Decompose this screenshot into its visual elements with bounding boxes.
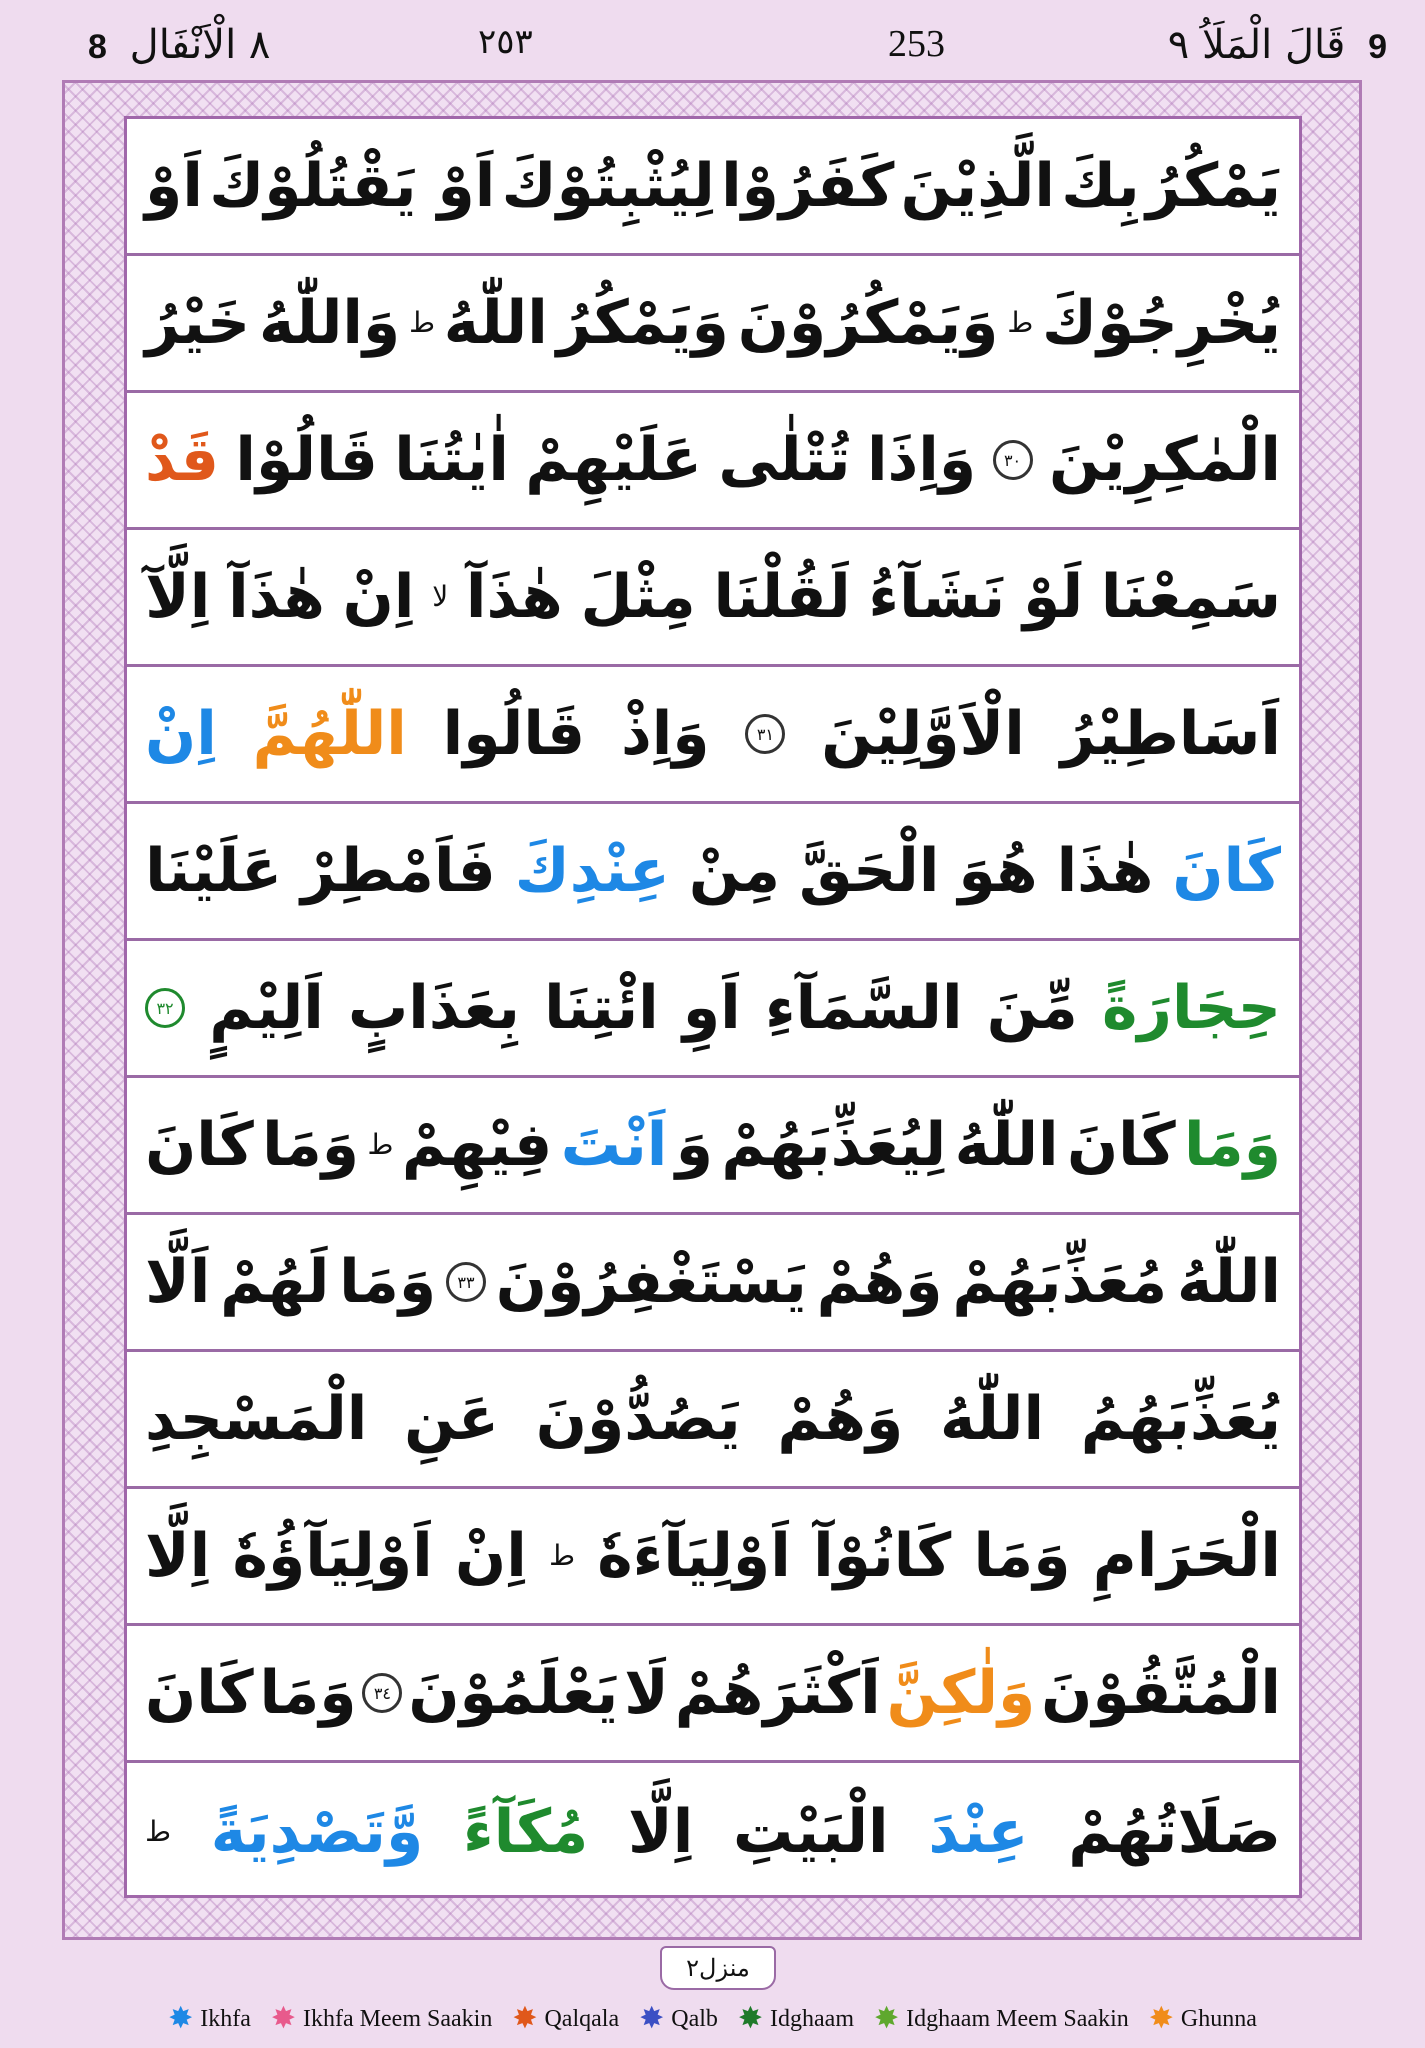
tajweed-legend — [0, 1996, 1425, 2042]
verse-word: يُعَذِّبَهُمُ — [1080, 1384, 1281, 1454]
juz-name: قَالَ الْمَلَاُ — [1201, 22, 1346, 68]
verse-word: اَوْ — [145, 151, 203, 221]
verse-word: كَانُوْآ — [813, 1521, 952, 1591]
verse-word: اَنْتَ — [560, 1110, 668, 1180]
verse-word: اِلَّا — [145, 1521, 211, 1591]
legend-label: Ghunna — [1180, 2005, 1257, 2032]
verse-word: يَمْكُرُ — [1146, 151, 1281, 221]
surah-number: 8 — [88, 28, 107, 66]
verse-word: الْحَرَامِ — [1092, 1521, 1281, 1591]
waqf-mark: ط — [1007, 306, 1034, 339]
verse-word: اٰيٰتُنَا — [394, 425, 509, 495]
verse-word: لِيُثْبِتُوْكَ — [501, 151, 715, 221]
verse-word: اِنْ — [454, 1521, 527, 1591]
ayah-number-marker: ٣٤ — [362, 1673, 402, 1713]
verse-word: عِنْدَ — [928, 1796, 1029, 1867]
verse-word: هُوَ — [958, 836, 1038, 906]
verse-word: اِنْ — [342, 562, 415, 632]
star-icon: ✸ — [737, 2002, 764, 2035]
legend-item — [738, 2004, 854, 2034]
verse-word: الْمَسْجِدِ — [145, 1384, 368, 1454]
verse-word: لَا — [624, 1658, 669, 1728]
verse-word: كَانَ — [145, 1110, 254, 1180]
verse-word: خَيْرُ — [145, 288, 251, 358]
legend-label: Qalqala — [544, 2005, 620, 2032]
verse-word: يَعْلَمُوْنَ — [408, 1658, 619, 1728]
juz-header — [1168, 22, 1397, 82]
verse-word: بِكَ — [1061, 151, 1140, 221]
verse-word: ائْتِنَا — [544, 973, 659, 1043]
verse-word: هٰذَا — [1056, 836, 1154, 906]
legend-label: Idghaam Meem Saakin — [906, 2005, 1129, 2032]
verse-word: كَانَ — [1172, 836, 1281, 906]
verse-word: اَوِ — [682, 973, 741, 1043]
verse-word: مِثْلَ — [580, 562, 696, 632]
star-icon: ✸ — [639, 2002, 665, 2035]
ayah-number-marker: ٣٣ — [446, 1262, 486, 1302]
legend-item — [874, 2004, 1129, 2034]
verse-word: اَوْ يَقْتُلُوْكَ — [209, 151, 496, 221]
verse-word: وَلٰكِنَّ — [886, 1658, 1036, 1728]
verse-word: الَّذِيْنَ — [900, 151, 1055, 221]
verse-word: وَمَا — [262, 1110, 360, 1180]
waqf-mark: ط — [549, 1539, 575, 1572]
legend-item — [271, 2004, 492, 2034]
verse-word: مِّنَ — [986, 973, 1078, 1043]
verse-word: كَانَ — [145, 1658, 254, 1728]
verse-word: يَسْتَغْفِرُوْنَ — [495, 1247, 807, 1317]
verse-word: اَكْثَرَهُمْ — [674, 1658, 881, 1728]
verse-line — [127, 119, 1299, 256]
legend-label: Idghaam — [770, 2005, 854, 2032]
verse-line — [127, 1352, 1299, 1489]
waqf-mark: ط — [409, 306, 435, 339]
verse-word: اِلَّا — [628, 1796, 694, 1867]
manzil-tab: منزل٢ — [660, 1946, 776, 1990]
verse-word: عَلَيْنَا — [145, 836, 283, 906]
waqf-mark: لا — [432, 580, 449, 613]
legend-label: Ikhfa Meem Saakin — [303, 2005, 493, 2032]
verse-line — [127, 804, 1299, 941]
verse-word: لِيُعَذِّبَهُمْ — [721, 1110, 947, 1180]
waqf-mark: ط — [367, 1128, 394, 1161]
verse-word: لَهُمْ — [220, 1247, 330, 1317]
verse-word: وَمَا — [259, 1658, 357, 1728]
verse-word: عَلَيْهِمْ — [525, 425, 702, 495]
verse-word: كَانَ — [1066, 1110, 1176, 1180]
legend-item — [168, 2004, 251, 2034]
verse-word: اِنْ — [145, 699, 217, 769]
star-icon: ✸ — [168, 2002, 194, 2035]
legend-item — [512, 2004, 619, 2034]
ayah-number-marker: ٣١ — [745, 714, 785, 754]
verse-word: لَوْ — [1022, 562, 1084, 632]
verse-line — [127, 1078, 1299, 1215]
verse-word: مِنْ — [688, 836, 781, 906]
verse-word: يَصُدُّوْنَ — [535, 1384, 741, 1454]
verse-word: اَلِيْمٍ — [209, 973, 324, 1043]
verse-word: فِيْهِمْ — [401, 1110, 553, 1180]
star-icon: ✸ — [512, 2002, 538, 2035]
verse-word: الْحَقَّ — [798, 836, 940, 906]
page-number: 253 — [888, 23, 945, 65]
verse-line — [127, 1763, 1299, 1900]
verse-word: اَلَّا — [145, 1247, 211, 1317]
verse-word: هٰذَآ — [465, 562, 563, 632]
verse-line — [127, 256, 1299, 393]
verse-word: وَ — [675, 1110, 714, 1180]
ayah-number-marker: ٣٠ — [993, 440, 1033, 480]
verse-word: اِلَّآ — [145, 562, 211, 632]
verse-word: وَاللّٰهُ — [258, 288, 401, 358]
legend-label: Qalb — [671, 2005, 718, 2032]
juz-number-arabic: ٩ — [1167, 22, 1190, 68]
verse-word: وَهُمْ — [777, 1384, 904, 1454]
verse-line — [127, 667, 1299, 804]
verse-word: بِعَذَابٍ — [348, 973, 520, 1043]
verse-line — [127, 1215, 1299, 1352]
verse-word: صَلَاتُهُمْ — [1068, 1796, 1281, 1867]
verse-word: كَفَرُوْا — [721, 151, 895, 221]
quran-text-panel — [124, 116, 1302, 1898]
verse-word: مُكَآءً — [463, 1796, 589, 1867]
verse-word: مُعَذِّبَهُمْ — [952, 1247, 1168, 1317]
verse-word: وَّتَصْدِيَةً — [210, 1796, 424, 1867]
verse-word: الْاَوَّلِيْنَ — [821, 699, 1025, 769]
verse-word: حِجَارَةً — [1102, 973, 1281, 1043]
verse-word: الْمٰكِرِيْنَ — [1048, 425, 1281, 495]
surah-number-arabic: ٨ — [248, 22, 271, 68]
verse-word: نَشَآءُ — [868, 562, 1006, 632]
verse-word: لَقُلْنَا — [713, 562, 851, 632]
verse-word: سَمِعْنَا — [1100, 562, 1281, 632]
star-icon: ✸ — [1148, 2002, 1174, 2035]
juz-number: 9 — [1368, 28, 1387, 66]
verse-word: اللّٰهُ — [940, 1384, 1045, 1454]
surah-name: الْاَنْفَال — [129, 22, 237, 68]
verse-word: قَدْ — [145, 425, 219, 495]
verse-word: وَمَا — [973, 1521, 1071, 1591]
verse-word: وَيَمْكُرُ — [556, 288, 729, 358]
verse-word: اللّٰهُ — [954, 1110, 1059, 1180]
legend-item — [1149, 2004, 1257, 2034]
verse-word: عِنْدِكَ — [514, 836, 670, 906]
verse-word: اللّٰهُ — [1177, 1247, 1281, 1317]
verse-word: الْبَيْتِ — [733, 1796, 889, 1867]
verse-line — [127, 530, 1299, 667]
verse-word: الْمُتَّقُوْنَ — [1041, 1658, 1281, 1728]
verse-word: هٰذَآ — [228, 562, 325, 632]
verse-word: اَسَاطِيْرُ — [1060, 699, 1281, 769]
verse-word: فَاَمْطِرْ — [301, 836, 496, 906]
verse-word: قَالُوْا — [235, 425, 378, 495]
verse-word: وَيَمْكُرُوْنَ — [737, 288, 999, 358]
star-icon: ✸ — [874, 2002, 900, 2035]
verse-word: وَاِذَا — [866, 425, 977, 495]
verse-word: اللّٰهُمَّ — [252, 699, 407, 769]
verse-line — [127, 393, 1299, 530]
waqf-mark: ط — [145, 1814, 171, 1848]
ayah-number-marker: ٣٢ — [145, 988, 185, 1028]
verse-word: وَمَا — [1184, 1110, 1281, 1180]
verse-word: تُتْلٰى — [718, 425, 851, 495]
verse-line — [127, 1626, 1299, 1763]
legend-item — [639, 2004, 718, 2034]
legend-label: Ikhfa — [200, 2005, 251, 2032]
surah-header — [78, 22, 270, 82]
verse-word: وَمَا — [339, 1247, 437, 1317]
verse-word: السَّمَآءِ — [764, 973, 963, 1043]
verse-word: عَنِ — [404, 1384, 500, 1454]
star-icon: ✸ — [270, 2002, 297, 2035]
verse-word: وَاِذْ — [620, 699, 710, 769]
verse-word: اللّٰهُ — [443, 288, 548, 358]
verse-word: يُخْرِجُوْكَ — [1042, 288, 1281, 358]
verse-word: قَالُوا — [442, 699, 586, 769]
verse-line — [127, 1489, 1299, 1626]
page-number-arabic: ٢٥٣ — [478, 22, 533, 62]
verse-word: اَوْلِيَآؤُهٗ — [232, 1521, 433, 1591]
verse-word: اَوْلِيَآءَهٗ — [597, 1521, 791, 1591]
verse-line — [127, 941, 1299, 1078]
verse-word: وَهُمْ — [816, 1247, 943, 1317]
